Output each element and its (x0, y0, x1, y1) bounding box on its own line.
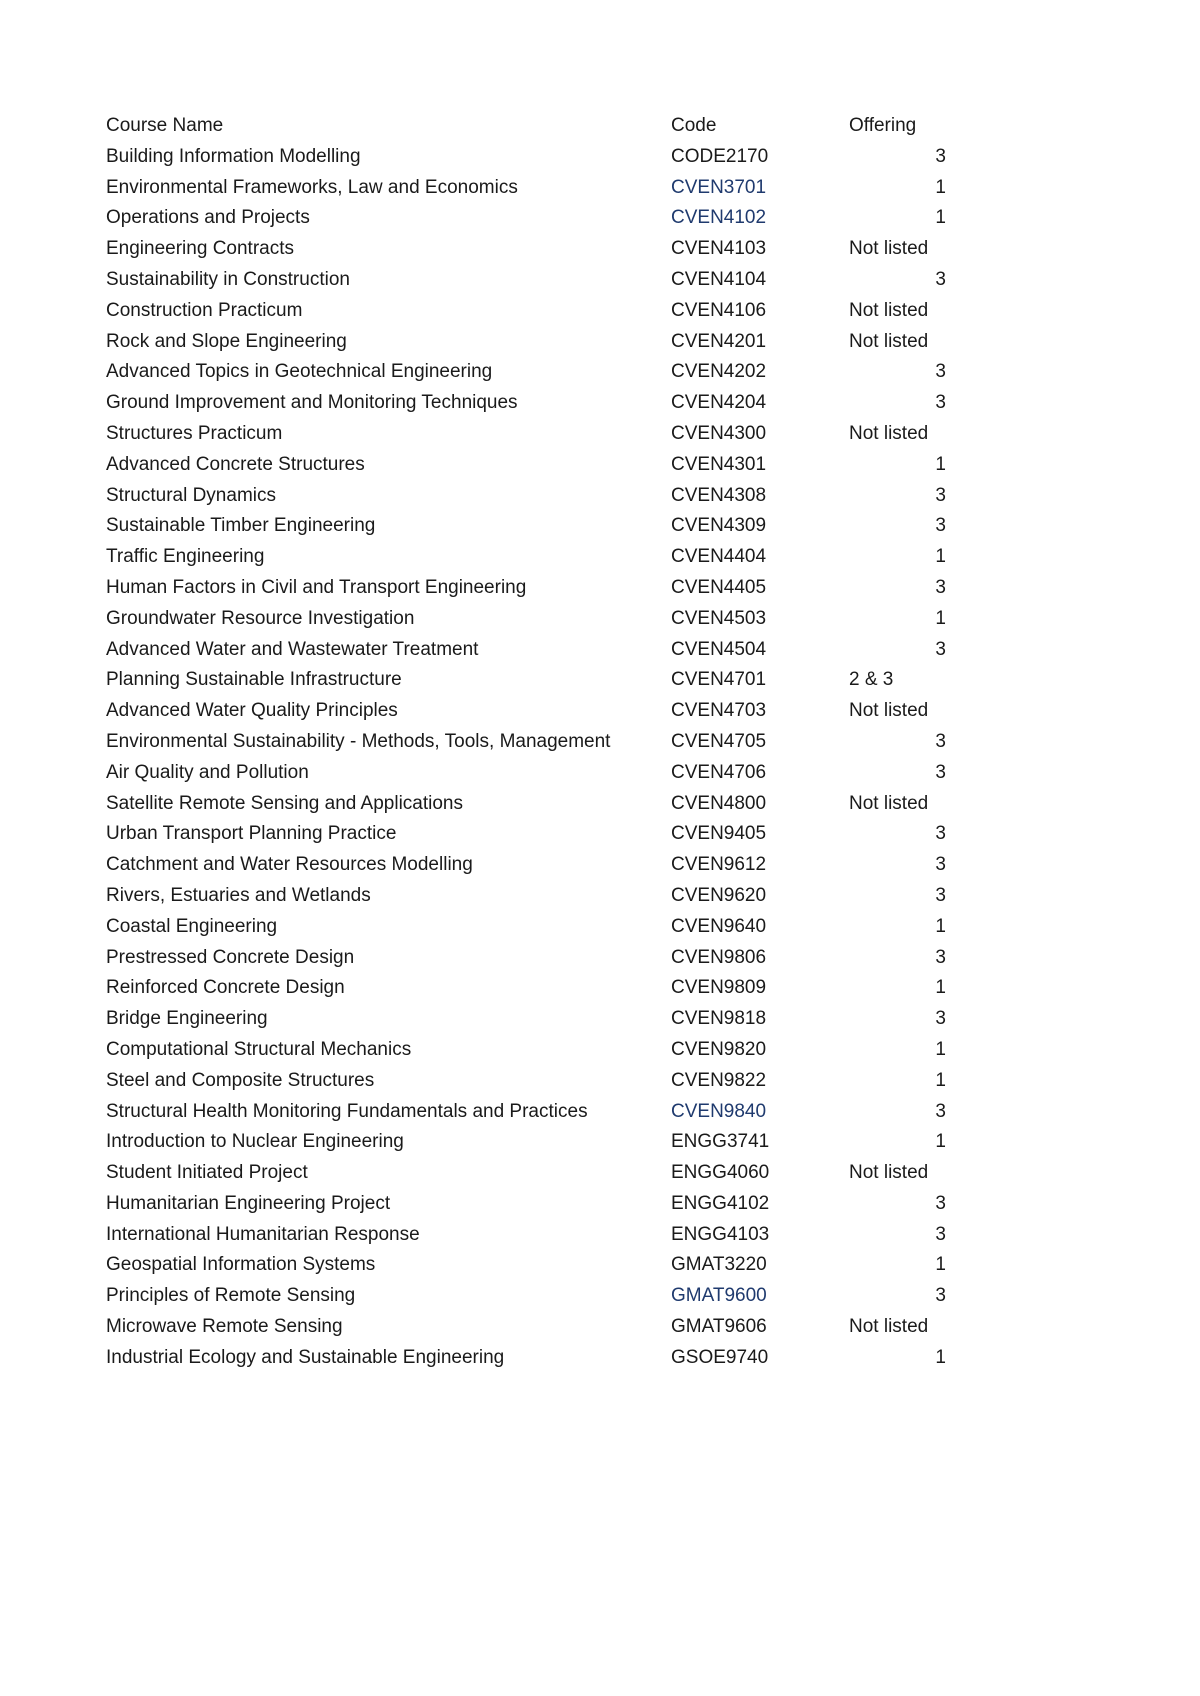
course-name-cell: Advanced Topics in Geotechnical Engineering (106, 361, 493, 383)
course-code-cell: CVEN9818 (671, 1008, 767, 1030)
offering-cell: 3 (935, 145, 946, 167)
table-row (106, 1343, 946, 1374)
offering-cell: 3 (935, 884, 946, 906)
offering-cell: Not listed (849, 1316, 929, 1338)
offering-cell: 1 (935, 607, 946, 629)
offering-cell: 3 (935, 1192, 946, 1214)
offering-cell: Not listed (849, 700, 929, 722)
course-code-cell: CVEN4706 (671, 761, 767, 783)
course-code-cell: CVEN4202 (671, 361, 767, 383)
course-name-cell: Geospatial Information Systems (106, 1254, 376, 1276)
table-row (106, 881, 946, 912)
offering-cell: 3 (935, 638, 946, 660)
course-name-cell: Urban Transport Planning Practice (106, 823, 397, 845)
course-name-cell: Sustainability in Construction (106, 268, 350, 290)
course-code-cell: CVEN4308 (671, 484, 767, 506)
offering-cell: 3 (935, 515, 946, 537)
course-code-cell: CVEN4503 (671, 607, 767, 629)
offering-cell: 3 (935, 1100, 946, 1122)
course-code-cell: CVEN9809 (671, 977, 767, 999)
course-name-cell: Advanced Water and Wastewater Treatment (106, 638, 479, 660)
offering-cell: 1 (935, 207, 946, 229)
course-name-cell: Satellite Remote Sensing and Applications (106, 792, 464, 814)
course-code-cell: CODE2170 (671, 145, 769, 167)
course-table (106, 111, 946, 1374)
table-row (106, 1250, 946, 1281)
offering-cell: 3 (935, 761, 946, 783)
course-code-cell: ENGG3741 (671, 1131, 770, 1153)
course-code-cell: CVEN4504 (671, 638, 767, 660)
course-name-cell: Catchment and Water Resources Modelling (106, 854, 473, 876)
course-name-cell: Groundwater Resource Investigation (106, 607, 415, 629)
table-row (106, 1066, 946, 1097)
course-code-cell: CVEN4309 (671, 515, 767, 537)
course-name-cell: Air Quality and Pollution (106, 761, 309, 783)
table-row (106, 758, 946, 789)
table-row (106, 1189, 946, 1220)
table-row (106, 450, 946, 481)
table-row (106, 142, 946, 173)
table-row (106, 635, 946, 666)
course-name-cell: Prestressed Concrete Design (106, 946, 355, 968)
column-header-course-name: Course Name (106, 115, 224, 136)
course-name-cell: Introduction to Nuclear Engineering (106, 1131, 404, 1153)
offering-cell: 3 (935, 1223, 946, 1245)
course-code-cell: CVEN4301 (671, 453, 767, 475)
course-name-cell: Human Factors in Civil and Transport Engineering (106, 576, 527, 598)
course-code-cell: ENGG4102 (671, 1192, 770, 1214)
table-row (106, 789, 946, 820)
course-name-cell: Ground Improvement and Monitoring Techniques (106, 392, 518, 414)
table-row (106, 1312, 946, 1343)
table-row (106, 388, 946, 419)
course-code-cell: GMAT3220 (671, 1254, 767, 1276)
table-row (106, 727, 946, 758)
course-name-cell: Student Initiated Project (106, 1162, 308, 1184)
course-code-cell: CVEN4705 (671, 730, 767, 752)
course-code-cell: GMAT9606 (671, 1316, 767, 1338)
table-row (106, 203, 946, 234)
course-code-cell: CVEN4103 (671, 238, 767, 260)
course-code-cell: CVEN9640 (671, 915, 767, 937)
course-code-link[interactable]: GMAT9600 (671, 1285, 767, 1307)
table-row (106, 1127, 946, 1158)
course-code-cell: CVEN9822 (671, 1069, 767, 1091)
table-row (106, 357, 946, 388)
course-name-cell: Structural Health Monitoring Fundamentals and Practices (106, 1100, 588, 1122)
course-code-cell: CVEN9405 (671, 823, 767, 845)
header-row (106, 111, 946, 142)
offering-cell: 3 (935, 392, 946, 414)
offering-cell: 1 (935, 176, 946, 198)
table-row (106, 481, 946, 512)
offering-cell: 1 (935, 915, 946, 937)
table-row (106, 419, 946, 450)
course-name-cell: Bridge Engineering (106, 1008, 268, 1030)
table-row (106, 943, 946, 974)
table-row (106, 511, 946, 542)
offering-cell: 3 (935, 1008, 946, 1030)
course-code-cell: CVEN9620 (671, 884, 767, 906)
offering-cell: 1 (935, 453, 946, 475)
offering-cell: Not listed (849, 422, 929, 444)
course-name-cell: Building Information Modelling (106, 145, 361, 167)
offering-cell: 1 (935, 1131, 946, 1153)
column-header-code: Code (671, 115, 717, 136)
course-code-cell: CVEN4104 (671, 268, 767, 290)
table-row (106, 1220, 946, 1251)
course-name-cell: Reinforced Concrete Design (106, 977, 345, 999)
course-name-cell: Humanitarian Engineering Project (106, 1192, 391, 1214)
course-code-cell: CVEN4106 (671, 299, 767, 321)
offering-cell: 1 (935, 1038, 946, 1060)
table-row (106, 327, 946, 358)
offering-cell: 3 (935, 576, 946, 598)
table-row (106, 973, 946, 1004)
course-code-cell: CVEN4201 (671, 330, 767, 352)
table-row (106, 912, 946, 943)
course-name-cell: International Humanitarian Response (106, 1223, 420, 1245)
offering-cell: 3 (935, 946, 946, 968)
course-code-cell: CVEN9820 (671, 1038, 767, 1060)
course-name-cell: Operations and Projects (106, 207, 310, 229)
column-header-offering: Offering (849, 115, 917, 136)
course-code-cell: CVEN4404 (671, 546, 767, 568)
table-row (106, 296, 946, 327)
offering-cell: 3 (935, 854, 946, 876)
table-row (106, 1158, 946, 1189)
course-name-cell: Principles of Remote Sensing (106, 1285, 356, 1307)
offering-cell: 2 & 3 (849, 669, 894, 691)
table-row (106, 1035, 946, 1066)
course-name-cell: Rock and Slope Engineering (106, 330, 347, 352)
offering-cell: 3 (935, 361, 946, 383)
course-code-cell: CVEN4800 (671, 792, 767, 814)
course-name-cell: Environmental Sustainability - Methods, Tools, Management (106, 730, 611, 752)
course-name-cell: Microwave Remote Sensing (106, 1316, 343, 1338)
offering-cell: 3 (935, 484, 946, 506)
table-row (106, 819, 946, 850)
table-row (106, 265, 946, 296)
course-name-cell: Planning Sustainable Infrastructure (106, 669, 402, 691)
offering-cell: Not listed (849, 792, 929, 814)
offering-cell: Not listed (849, 1162, 929, 1184)
course-name-cell: Steel and Composite Structures (106, 1069, 375, 1091)
course-code-cell: CVEN4703 (671, 700, 767, 722)
course-name-cell: Advanced Water Quality Principles (106, 700, 398, 722)
course-code-cell: GSOE9740 (671, 1346, 769, 1368)
offering-cell: Not listed (849, 299, 929, 321)
table-row (106, 696, 946, 727)
course-code-link[interactable]: CVEN4102 (671, 207, 767, 229)
course-name-cell: Advanced Concrete Structures (106, 453, 365, 475)
table-row (106, 850, 946, 881)
course-code-cell: CVEN4405 (671, 576, 767, 598)
table-row (106, 234, 946, 265)
course-code-cell: CVEN4701 (671, 669, 767, 691)
course-code-link[interactable]: CVEN9840 (671, 1100, 767, 1122)
course-name-cell: Traffic Engineering (106, 546, 265, 568)
offering-cell: 3 (935, 1285, 946, 1307)
course-name-cell: Construction Practicum (106, 299, 303, 321)
offering-cell: 3 (935, 823, 946, 845)
table-row (106, 1281, 946, 1312)
course-code-link[interactable]: CVEN3701 (671, 176, 767, 198)
course-code-cell: ENGG4060 (671, 1162, 770, 1184)
offering-cell: Not listed (849, 330, 929, 352)
course-code-cell: CVEN4204 (671, 392, 767, 414)
course-name-cell: Coastal Engineering (106, 915, 278, 937)
course-code-cell: CVEN9612 (671, 854, 767, 876)
table-row (106, 1097, 946, 1128)
offering-cell: 1 (935, 546, 946, 568)
offering-cell: 1 (935, 1069, 946, 1091)
table-row (106, 573, 946, 604)
offering-cell: 1 (935, 1254, 946, 1276)
course-name-cell: Sustainable Timber Engineering (106, 515, 376, 537)
offering-cell: 1 (935, 977, 946, 999)
table-row (106, 604, 946, 635)
course-name-cell: Environmental Frameworks, Law and Economics (106, 176, 518, 198)
offering-cell: 3 (935, 730, 946, 752)
course-code-cell: CVEN4300 (671, 422, 767, 444)
table-row (106, 665, 946, 696)
course-name-cell: Rivers, Estuaries and Wetlands (106, 884, 371, 906)
table-row (106, 1004, 946, 1035)
offering-cell: 3 (935, 268, 946, 290)
course-name-cell: Engineering Contracts (106, 238, 294, 260)
course-name-cell: Structural Dynamics (106, 484, 276, 506)
course-name-cell: Computational Structural Mechanics (106, 1038, 412, 1060)
course-name-cell: Structures Practicum (106, 422, 283, 444)
offering-cell: 1 (935, 1346, 946, 1368)
course-code-cell: ENGG4103 (671, 1223, 770, 1245)
table-body (106, 142, 946, 1374)
course-code-cell: CVEN9806 (671, 946, 767, 968)
offering-cell: Not listed (849, 238, 929, 260)
table-row (106, 173, 946, 204)
course-name-cell: Industrial Ecology and Sustainable Engineering (106, 1346, 505, 1368)
table-row (106, 542, 946, 573)
